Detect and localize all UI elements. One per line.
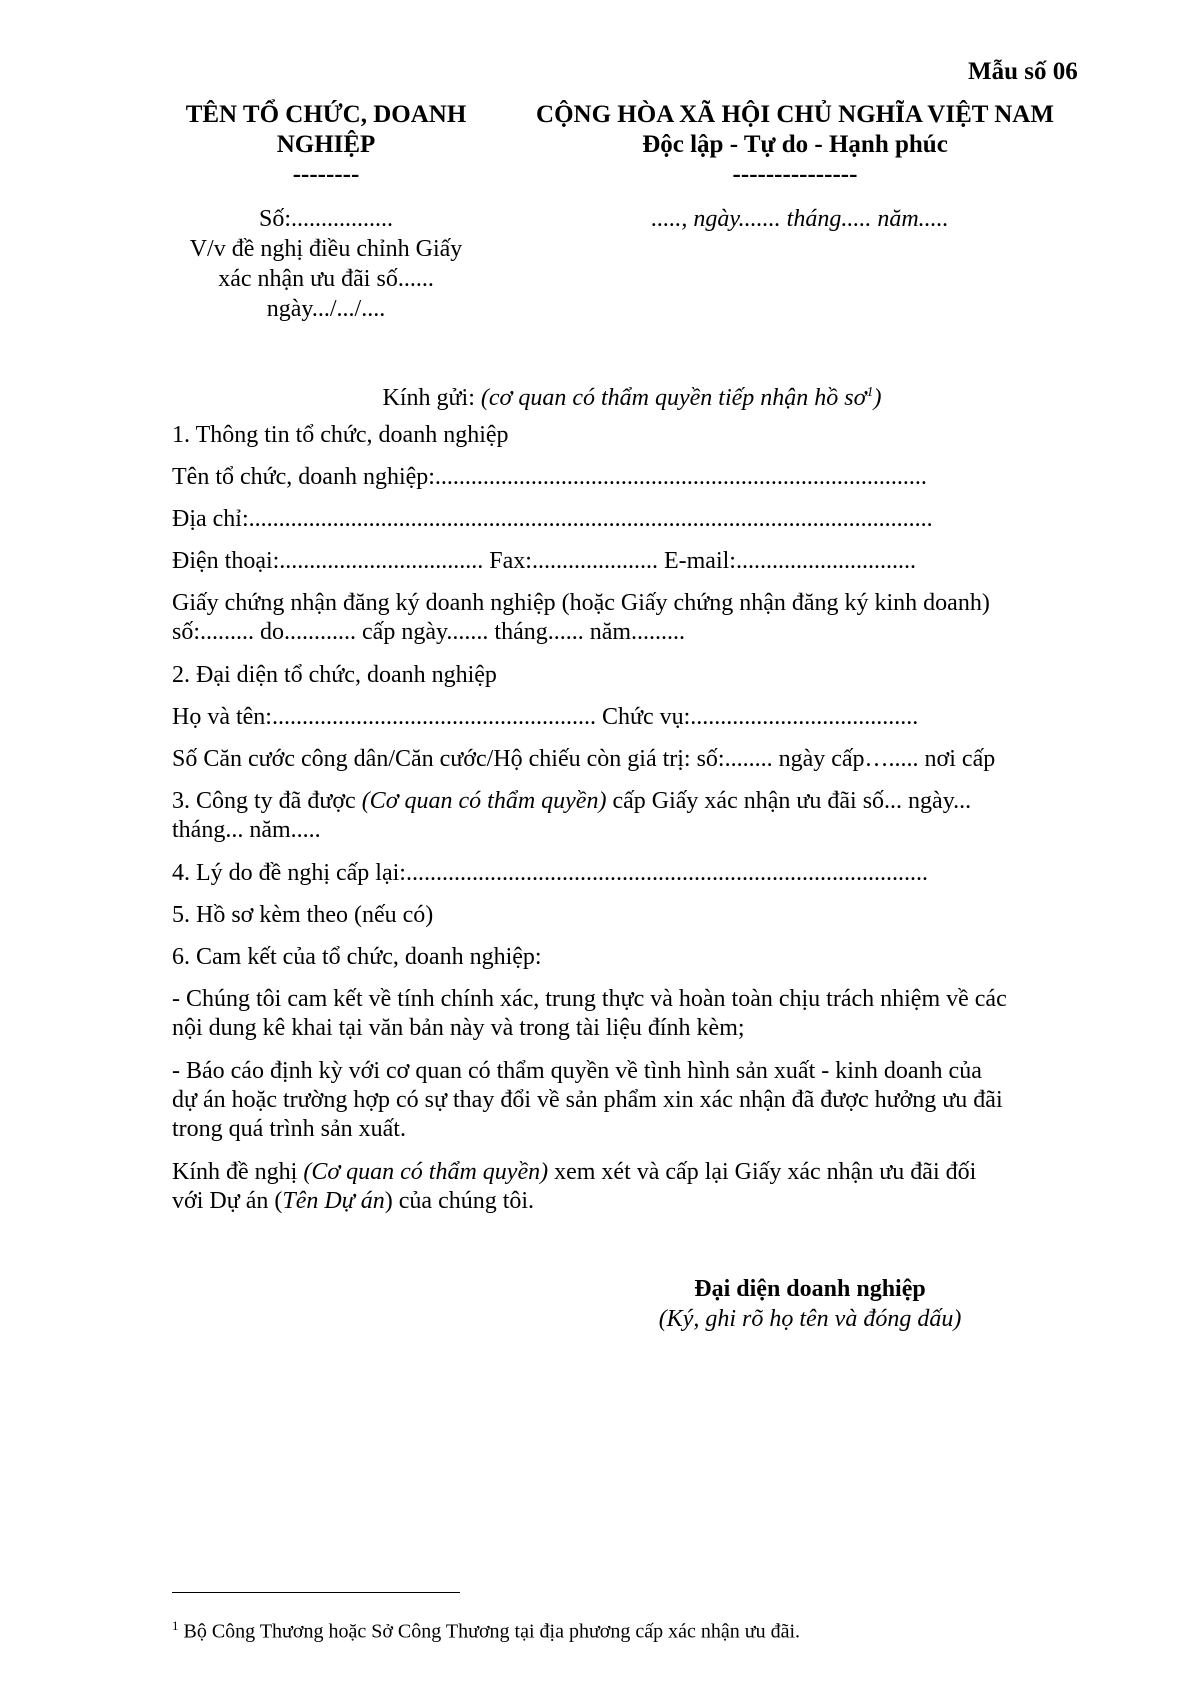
salutation: [172, 378, 1092, 413]
section-3-part-a: 3. Công ty đã được: [172, 788, 362, 814]
request-line1: [172, 1157, 1082, 1187]
request2-part-c: ) của chúng tôi.: [384, 1188, 535, 1214]
salutation-close: ): [873, 385, 882, 411]
request-part-a: Kính đề nghị: [172, 1159, 304, 1185]
contact-field: Điện thoại:.................................. Fax:..................... E-mail:..............................: [172, 548, 916, 574]
footnote-reference: 1: [866, 385, 874, 400]
section-2-title: 2. Đại diện tổ chức, doanh nghiệp: [172, 662, 497, 688]
project-name: Tên Dự án: [282, 1188, 385, 1214]
commitment-2-line3: trong quá trình sản xuất.: [172, 1116, 406, 1142]
section-4: 4. Lý do đề nghị cấp lại:.......................................................................................: [172, 860, 928, 886]
representative-name-field: Họ và tên:...................................................... Chức vụ:......................................: [172, 704, 919, 730]
org-name: [160, 100, 492, 190]
footnote: [172, 1612, 800, 1646]
signature-note: (Ký, ghi rõ họ tên và đóng dấu): [658, 1306, 962, 1332]
request-part-c: xem xét và cấp lại Giấy xác nhận ưu đãi đối: [548, 1159, 977, 1185]
section-6-title: 6. Cam kết của tổ chức, doanh nghiệp:: [172, 944, 542, 970]
org-name-line1: TÊN TỔ CHỨC, DOANH: [185, 101, 467, 128]
section-3-line1: [172, 786, 1082, 816]
footnote-mark: 1: [172, 1618, 179, 1633]
form-number: Mẫu số 06: [968, 58, 1078, 85]
national-motto: Độc lập - Tự do - Hạnh phúc: [642, 131, 948, 158]
org-name-field: Tên tổ chức, doanh nghiệp:..................................................................................: [172, 464, 927, 490]
footnote-text: Bộ Công Thương hoặc Sở Công Thương tại địa phương cấp xác nhận ưu đãi.: [178, 1620, 801, 1643]
section-3-part-c: cấp Giấy xác nhận ưu đãi số... ngày...: [606, 788, 972, 814]
commitment-2-line2: dự án hoặc trường hợp có sự thay đổi về sản phẩm xin xác nhận đã được hưởng ưu đãi: [172, 1087, 1003, 1113]
national-header: [500, 100, 1090, 190]
reference-block: [160, 204, 492, 324]
certificate-line2: số:......... do............ cấp ngày....... tháng...... năm.........: [172, 619, 686, 645]
address-field: Địa chỉ:..................................................................................................................: [172, 506, 933, 532]
document-number: Số:.................: [258, 206, 393, 232]
request2-part-a: với Dự án (: [172, 1188, 283, 1214]
salutation-prefix: Kính gửi:: [382, 385, 481, 411]
org-name-line2: NGHIỆP: [276, 131, 376, 158]
date-line: ....., ngày....... tháng..... năm.....: [651, 206, 949, 232]
subject-line2: xác nhận ưu đãi số......: [218, 266, 434, 292]
subject-line1: V/v đề nghị điều chỉnh Giấy: [189, 236, 463, 262]
id-document-field: Số Căn cước công dân/Căn cước/Hộ chiếu còn giá trị: số:........ ngày cấp…..... nơi cấp: [172, 746, 996, 772]
commitment-1-line2: nội dung kê khai tại văn bản này và trong tài liệu đính kèm;: [172, 1015, 745, 1041]
commitment-1-line1: - Chúng tôi cam kết về tính chính xác, trung thực và hoàn toàn chịu trách nhiệm về các: [172, 986, 1007, 1012]
national-divider: ---------------: [732, 161, 858, 188]
certificate-line1: Giấy chứng nhận đăng ký doanh nghiệp (hoặc Giấy chứng nhận đăng ký kinh doanh): [172, 590, 990, 616]
section-3-authority: (Cơ quan có thẩm quyền): [361, 788, 607, 814]
request-authority: (Cơ quan có thẩm quyền): [303, 1159, 549, 1185]
section-3-line2: tháng... năm.....: [172, 817, 321, 843]
subject-line3: ngày.../.../....: [266, 296, 386, 322]
request-line2: [172, 1186, 1082, 1216]
section-1-title: 1. Thông tin tổ chức, doanh nghiệp: [172, 422, 509, 448]
salutation-recipient: (cơ quan có thẩm quyền tiếp nhận hồ sơ: [480, 385, 867, 411]
nation-name: CỘNG HÒA XÃ HỘI CHỦ NGHĨA VIỆT NAM: [536, 101, 1054, 128]
org-divider: --------: [292, 161, 360, 188]
section-5: 5. Hồ sơ kèm theo (nếu có): [172, 902, 434, 928]
commitment-2-line1: - Báo cáo định kỳ với cơ quan có thẩm quyền về tình hình sản xuất - kinh doanh của: [172, 1058, 982, 1084]
footnote-rule: [172, 1592, 460, 1593]
signature-title: Đại diện doanh nghiệp: [694, 1276, 926, 1302]
